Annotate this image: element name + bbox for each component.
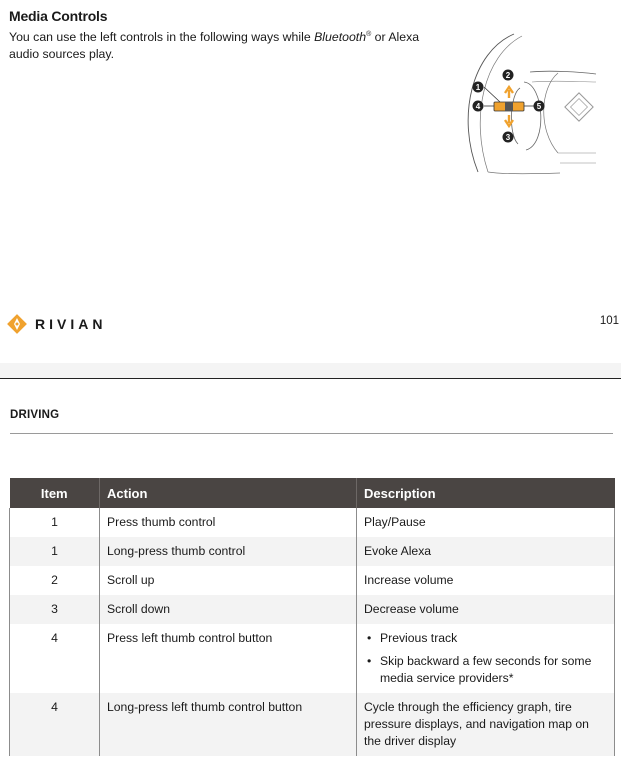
column-header-action: Action [100, 478, 357, 508]
column-header-description: Description [357, 478, 615, 508]
table-row [10, 566, 615, 595]
running-header: DRIVING [10, 409, 60, 421]
description-cell: Increase volume [357, 566, 615, 595]
description-cell [357, 624, 615, 693]
table-header-row [10, 478, 615, 508]
item-cell: 4 [10, 693, 100, 756]
action-cell: Scroll down [100, 595, 357, 624]
description-bullet-list [364, 630, 607, 687]
description-cell: Play/Pause [357, 508, 615, 537]
description-cell: Decrease volume [357, 595, 615, 624]
action-cell: Press left thumb control button [100, 624, 357, 693]
callout-4: 4 [475, 102, 481, 111]
list-item: • Previous track [364, 630, 607, 647]
action-cell: Long-press thumb control [100, 537, 357, 566]
item-cell: 2 [10, 566, 100, 595]
page-separator [0, 363, 621, 378]
callout-5: 5 [536, 102, 542, 111]
section-heading: Media Controls [9, 8, 108, 24]
brand-wordmark: RIVIAN [35, 316, 107, 332]
table-row [10, 537, 615, 566]
table-row [10, 595, 615, 624]
list-item: • Skip backward a few seconds for some media service providers* [364, 653, 607, 687]
table-row [10, 508, 615, 537]
media-controls-table [9, 478, 615, 756]
rivian-logo [7, 314, 106, 334]
manual-page-101 [0, 0, 621, 363]
item-cell: 3 [10, 595, 100, 624]
page-number: 101 [599, 315, 619, 327]
rivian-compass-icon [7, 314, 27, 334]
table-row [10, 624, 615, 693]
callout-3: 3 [505, 133, 511, 142]
action-cell: Scroll up [100, 566, 357, 595]
description-cell: Evoke Alexa [357, 537, 615, 566]
callout-2: 2 [505, 71, 511, 80]
header-divider [10, 433, 613, 434]
table-row [10, 693, 615, 756]
intro-paragraph: You can use the left controls in the following ways while Bluetooth® or Alexa audio sources play. [9, 30, 420, 61]
description-cell: Cycle through the efficiency graph, tire pressure displays, and navigation map on the driver display [357, 693, 615, 756]
item-cell: 1 [10, 537, 100, 566]
action-cell: Press thumb control [100, 508, 357, 537]
callout-1: 1 [475, 83, 481, 92]
action-cell: Long-press left thumb control button [100, 693, 357, 756]
item-cell: 4 [10, 624, 100, 693]
column-header-item: Item [10, 478, 100, 508]
item-cell: 1 [10, 508, 100, 537]
steering-wheel-illustration [460, 32, 600, 177]
